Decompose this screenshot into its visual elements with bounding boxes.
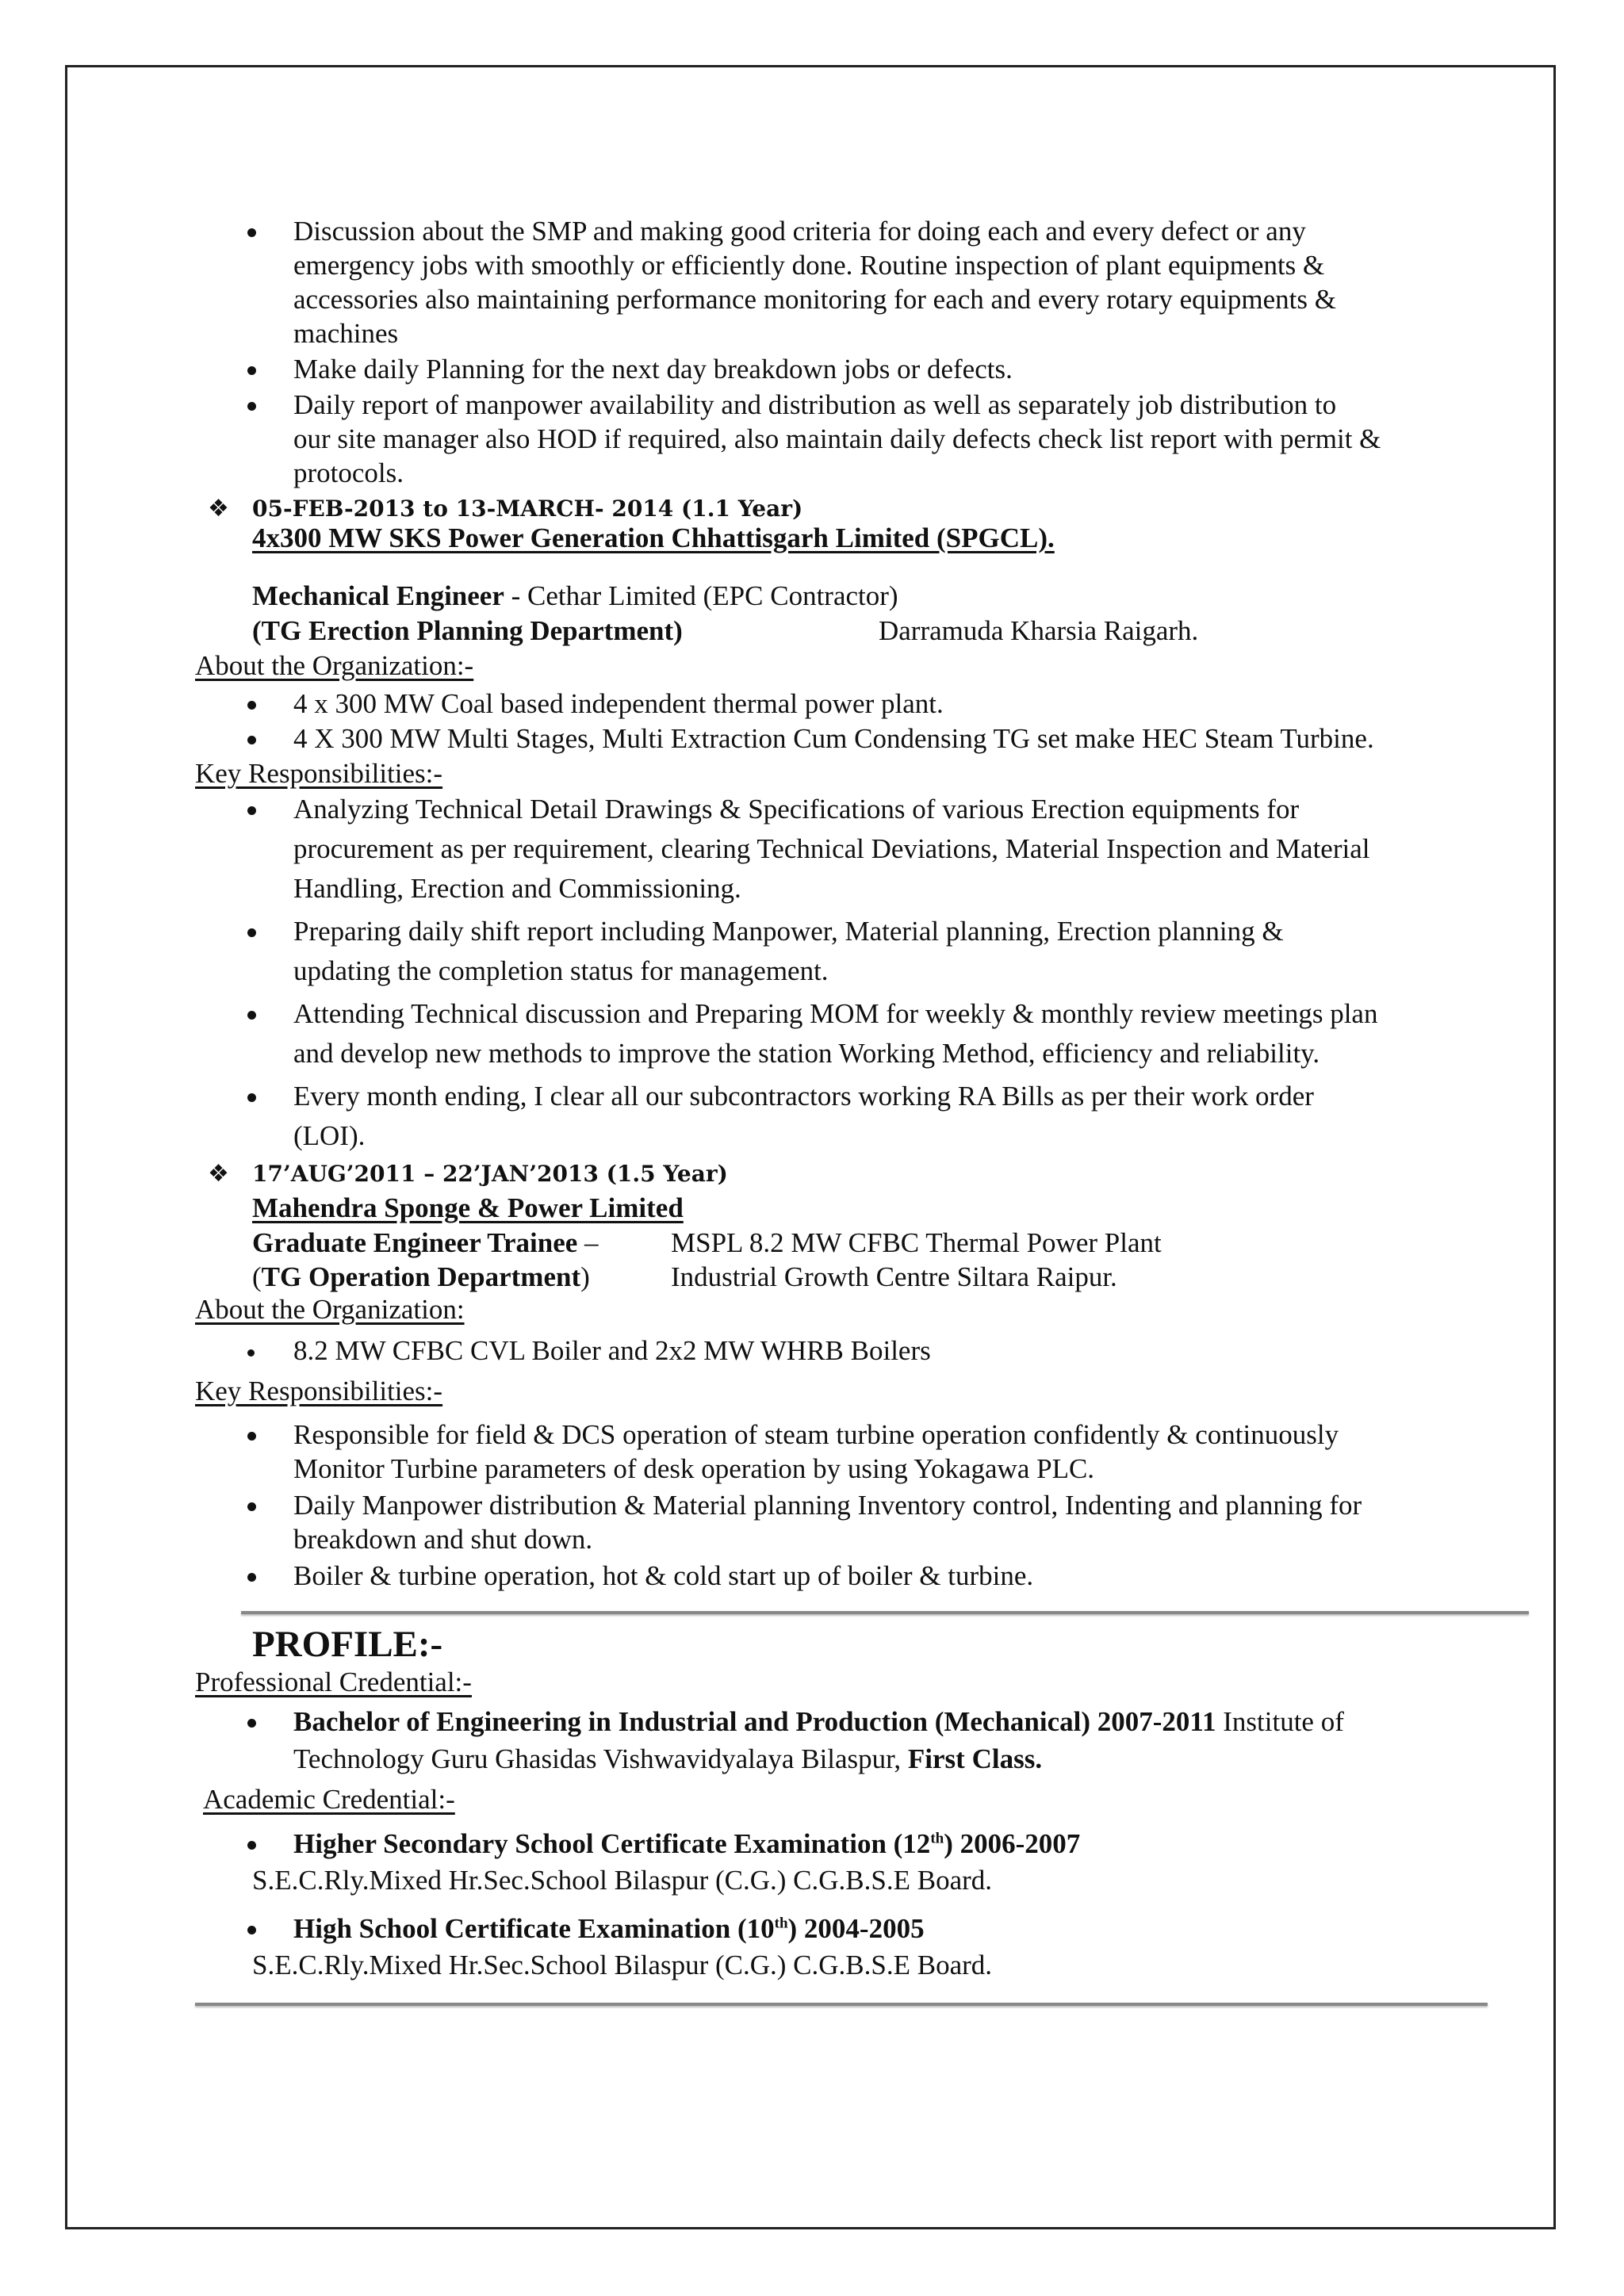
ssc-school: S.E.C.Rly.Mixed Hr.Sec.School Bilaspur (C.G.) C.G.B.S.E Board. — [252, 1950, 993, 1980]
degree-class: First Class. — [907, 1743, 1043, 1774]
company-name: Mahendra Sponge & Power Limited — [252, 1192, 684, 1223]
bullet-icon — [247, 701, 256, 710]
job-role-line — [252, 1226, 599, 1261]
list-item: Make daily Planning for the next day breakdown jobs or defects. — [293, 354, 1013, 385]
location: Darramuda Kharsia Raigarh. — [879, 615, 1199, 646]
bullet-icon — [247, 736, 256, 744]
list-item: procurement as per requirement, clearing Technical Deviations, Material Inspection and Material — [293, 833, 1370, 864]
job-role: Mechanical Engineer — [252, 580, 504, 611]
responsibilities-heading: Key Responsibilities:- — [195, 758, 443, 789]
hsc-exam: Higher Secondary School Certificate Examination (12 — [293, 1828, 931, 1859]
list-item: 4 X 300 MW Multi Stages, Multi Extraction Cum Condensing TG set make HEC Steam Turbine. — [293, 723, 1374, 754]
responsibilities-heading: Key Responsibilities:- — [195, 1376, 443, 1406]
bullet-icon — [247, 1011, 256, 1020]
job-role-line — [252, 579, 898, 614]
professional-heading: Professional Credential:- — [195, 1667, 472, 1697]
list-item: breakdown and shut down. — [293, 1524, 593, 1555]
department: (TG Erection Planning Department) — [252, 615, 683, 646]
diamond-bullet-icon: ❖ — [208, 495, 229, 522]
location: Industrial Growth Centre Siltara Raipur. — [671, 1261, 1117, 1292]
ssc-year: ) 2004-2005 — [787, 1913, 925, 1944]
list-item: machines — [293, 318, 399, 349]
list-item: accessories also maintaining performance monitoring for each and every rotary equipments & — [293, 284, 1336, 315]
department: TG Operation Department — [261, 1261, 581, 1292]
institute-name: Technology Guru Ghasidas Vishwavidyalaya Bilaspur, — [293, 1743, 908, 1774]
list-item: updating the completion status for management. — [293, 955, 829, 986]
hsc-year: ) 2006-2007 — [944, 1828, 1081, 1859]
bullet-icon — [247, 228, 256, 237]
hsc-sup: th — [930, 1830, 944, 1847]
job-period: 05-FEB-2013 to 13-MARCH- 2014 (1.1 Year) — [252, 496, 803, 522]
bullet-icon — [247, 1093, 256, 1102]
list-item: protocols. — [293, 457, 404, 488]
academic-heading: Academic Credential:- — [203, 1784, 455, 1815]
diamond-bullet-icon: ❖ — [208, 1160, 229, 1188]
department-line — [252, 1260, 590, 1295]
bullet-icon — [247, 366, 256, 375]
section-divider — [241, 1611, 1529, 1614]
job-period: 17’AUG’2011 – 22’JAN’2013 (1.5 Year) — [252, 1161, 728, 1187]
section-title: PROFILE:- — [252, 1624, 443, 1665]
section-divider — [195, 2003, 1488, 2006]
list-item: 4 x 300 MW Coal based independent thermal power plant. — [293, 688, 944, 719]
hsc-title — [293, 1827, 1080, 1862]
ssc-title — [293, 1911, 925, 1946]
list-item: our site manager also HOD if required, also maintain daily defects check list report with permit & — [293, 423, 1381, 454]
bullet-icon — [247, 1719, 256, 1728]
paren-close: ) — [580, 1261, 590, 1292]
list-item: emergency jobs with smoothly or efficiently done. Routine inspection of plant equipments & — [293, 250, 1325, 281]
list-item: Daily Manpower distribution & Material planning Inventory control, Indenting and planning for — [293, 1490, 1362, 1521]
ssc-exam: High School Certificate Examination (10 — [293, 1913, 775, 1944]
degree: Bachelor of Engineering in Industrial and Production (Mechanical) 2007-2011 — [293, 1706, 1216, 1737]
list-item: Monitor Turbine parameters of desk operation by using Yokagawa PLC. — [293, 1453, 1095, 1484]
role-dash: – — [577, 1227, 599, 1258]
bullet-icon — [247, 928, 256, 937]
bullet-icon — [247, 806, 256, 815]
degree-line-2 — [293, 1742, 1042, 1777]
ssc-sup: th — [774, 1915, 788, 1932]
bullet-icon — [247, 1573, 256, 1582]
list-item: 8.2 MW CFBC CVL Boiler and 2x2 MW WHRB Boilers — [293, 1335, 931, 1366]
list-item: Every month ending, I clear all our subcontractors working RA Bills as per their work order — [293, 1081, 1314, 1112]
list-item: Preparing daily shift report including Manpower, Material planning, Erection planning & — [293, 916, 1284, 947]
bullet-icon — [247, 402, 256, 411]
list-item: Daily report of manpower availability and distribution as well as separately job distribution to — [293, 389, 1337, 420]
bullet-icon — [247, 1432, 256, 1441]
bullet-icon — [247, 1502, 256, 1511]
degree-line — [293, 1705, 1344, 1739]
list-item: Boiler & turbine operation, hot & cold start up of boiler & turbine. — [293, 1560, 1034, 1591]
plant-name: MSPL 8.2 MW CFBC Thermal Power Plant — [671, 1227, 1162, 1258]
about-heading: About the Organization:- — [195, 650, 474, 681]
list-item: and develop new methods to improve the station Working Method, efficiency and reliability. — [293, 1038, 1320, 1069]
list-item: Attending Technical discussion and Preparing MOM for weekly & monthly review meetings plan — [293, 998, 1378, 1029]
bullet-icon — [247, 1349, 255, 1357]
job-role: Graduate Engineer Trainee — [252, 1227, 578, 1258]
hsc-school: S.E.C.Rly.Mixed Hr.Sec.School Bilaspur (C.G.) C.G.B.S.E Board. — [252, 1865, 993, 1896]
bullet-icon — [247, 1926, 256, 1934]
institute: Institute of — [1216, 1706, 1344, 1737]
list-item: Handling, Erection and Commissioning. — [293, 873, 741, 904]
list-item: Responsible for field & DCS operation of steam turbine operation confidently & continuously — [293, 1419, 1339, 1450]
list-item: Analyzing Technical Detail Drawings & Specifications of various Erection equipments for — [293, 794, 1300, 825]
paren-open: ( — [252, 1261, 262, 1292]
employer: - Cethar Limited (EPC Contractor) — [504, 580, 898, 611]
about-heading: About the Organization: — [195, 1294, 465, 1325]
list-item: (LOI). — [293, 1120, 366, 1151]
company-name: 4x300 MW SKS Power Generation Chhattisgarh Limited (SPGCL). — [252, 522, 1055, 553]
list-item: Discussion about the SMP and making good criteria for doing each and every defect or any — [293, 216, 1306, 247]
bullet-icon — [247, 1841, 256, 1850]
